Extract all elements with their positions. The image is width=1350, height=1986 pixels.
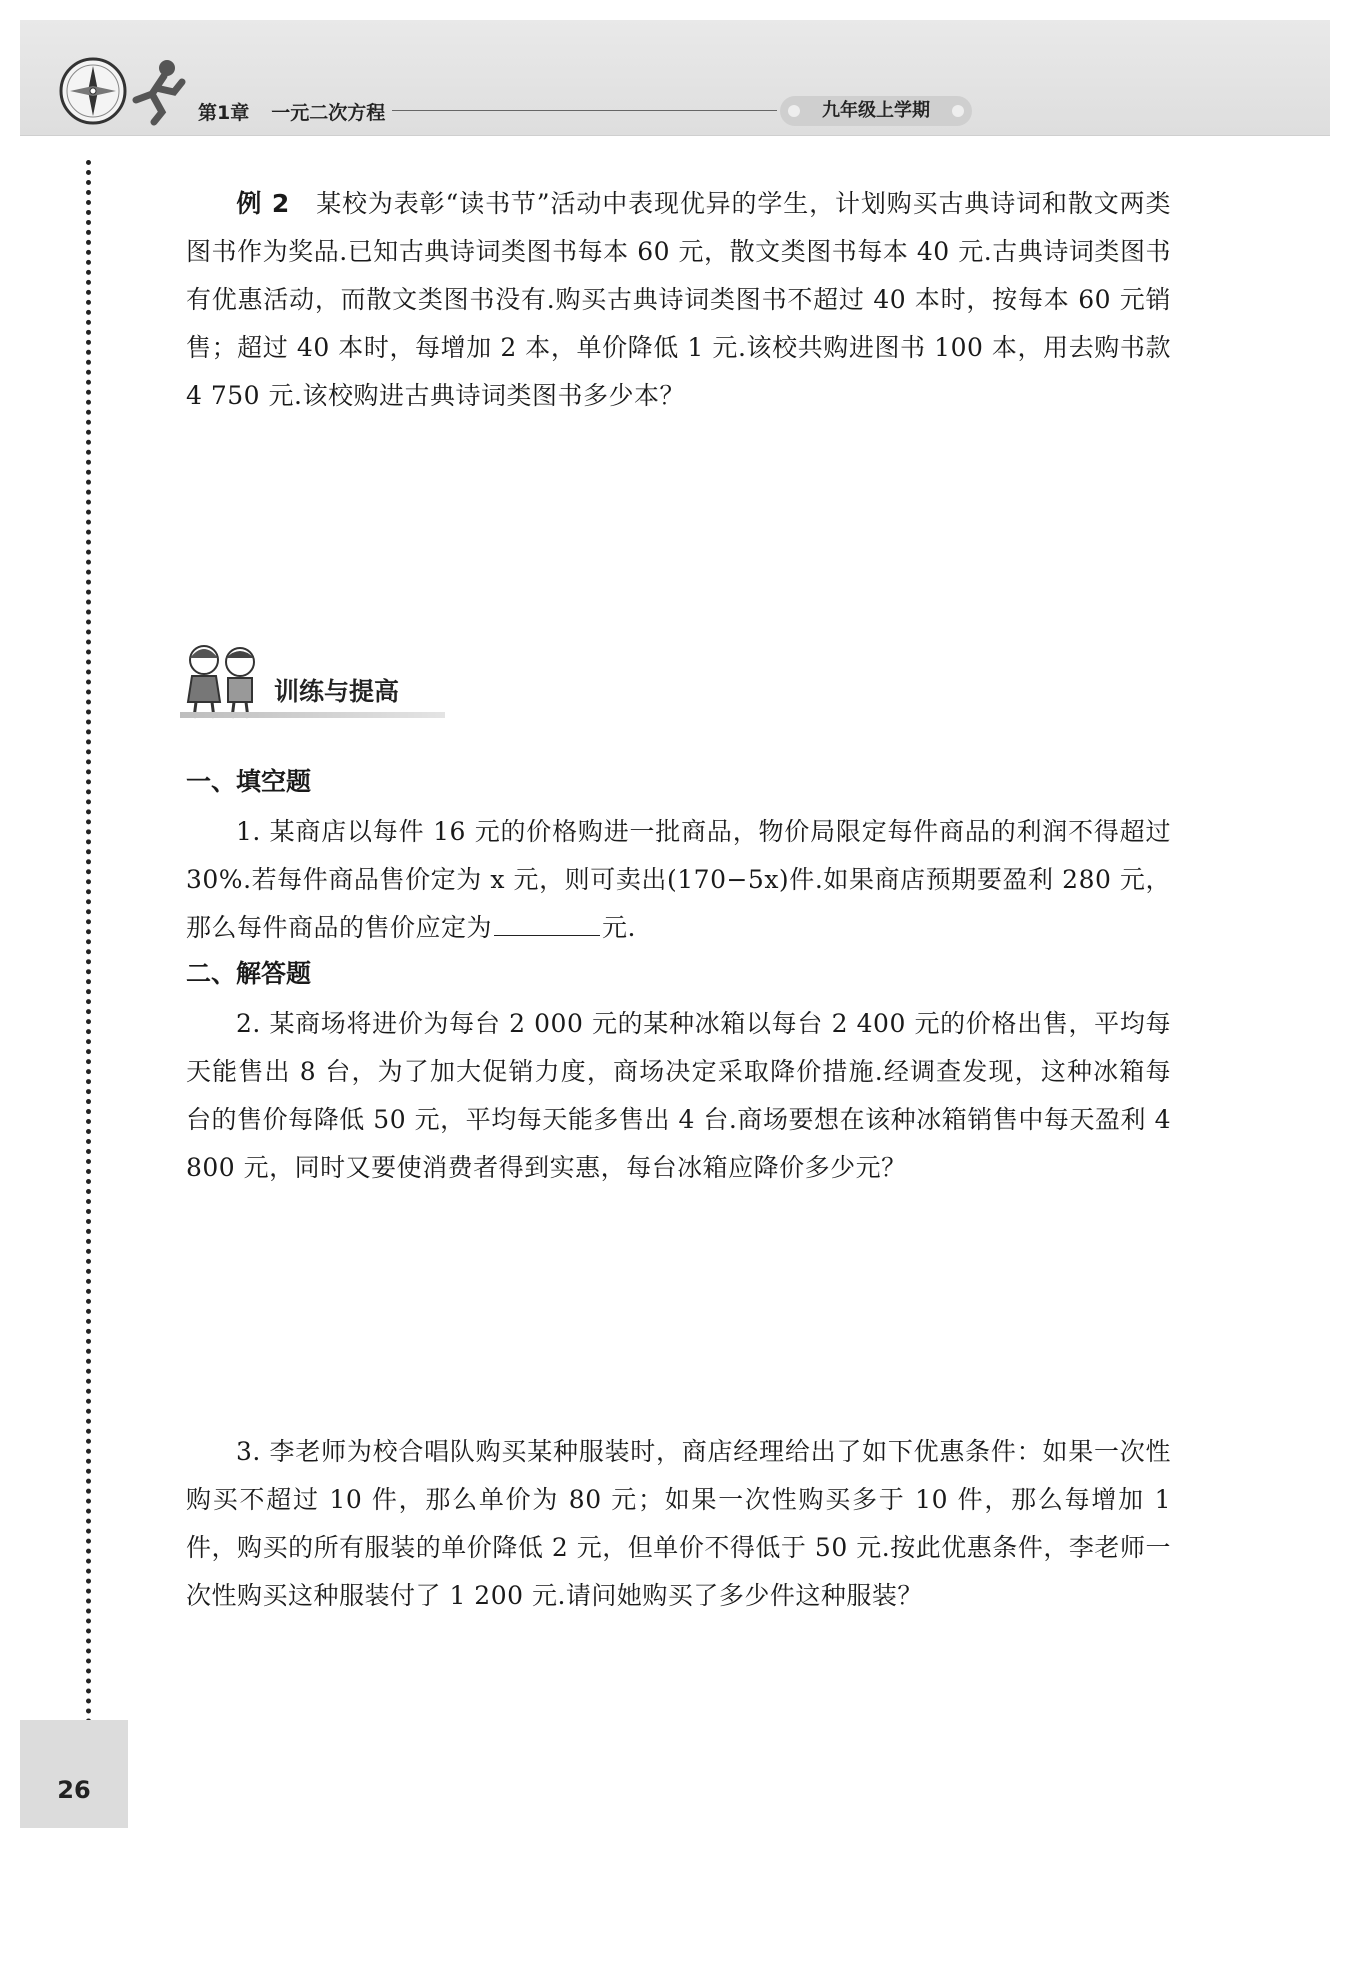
section-title: 训练与提高 bbox=[274, 677, 400, 706]
runner-figure-icon bbox=[122, 56, 192, 126]
grade-badge: 九年级上学期 bbox=[780, 96, 972, 126]
example-label: 例 2 bbox=[236, 189, 290, 218]
page-number-tab bbox=[20, 1720, 128, 1828]
page-number: 26 bbox=[57, 1776, 91, 1804]
header-chapter bbox=[198, 98, 385, 125]
q3-text: 3. 李老师为校合唱队购买某种服装时，商店经理给出了如下优惠条件：如果一次性购买不超过 10 件，那么单价为 80 元；如果一次性购买多于 10 件，那么每增加 1 件，购买的所有服装的单价降低 2 元，但单价不得低于 50 元.按此优惠条件，李老师一次性购买这种服装付了 1 200 元.请问她购买了多少件这种服装？ bbox=[186, 1437, 1171, 1610]
header-rule bbox=[392, 110, 777, 111]
example-text: 某校为表彰“读书节”活动中表现优异的学生，计划购买古典诗词和散文两类图书作为奖品.已知古典诗词类图书每本 60 元，散文类图书每本 40 元.古典诗词类图书有优惠活动，而散文类图书没有.购买古典诗词类图书不超过 40 本时，按每本 60 元销售；超过 40 本时，每增加 2 本，单价降低 1 元.该校共购进图书 100 本，用去购书款 4 750 元.该校购进古典诗词类图书多少本？ bbox=[186, 189, 1171, 410]
q1-text: 1. 某商店以每件 16 元的价格购进一批商品，物价局限定每件商品的利润不得超过 30%.若每件商品售价定为 x 元，则可卖出(170−5x)件.如果商店预期要盈利 280 元，那么每件商品的售价应定为 bbox=[186, 817, 1171, 942]
q2-text: 2. 某商场将进价为每台 2 000 元的某种冰箱以每台 2 400 元的价格出售，平均每天能售出 8 台，为了加大促销力度，商场决定采取降价措施.经调查发现，这种冰箱每台的售价每降低 50 元，平均每天能多售出 4 台.商场要想在该种冰箱销售中每天盈利 4 800 元，同时又要使消费者得到实惠，每台冰箱应降价多少元？ bbox=[186, 1009, 1171, 1182]
two-kids-icon bbox=[178, 640, 268, 722]
part1-heading: 一、填空题 bbox=[186, 767, 312, 796]
part2-heading: 二、解答题 bbox=[186, 959, 312, 988]
example-paragraph bbox=[186, 180, 1171, 420]
question-3 bbox=[186, 1428, 1171, 1620]
question-2 bbox=[186, 1000, 1171, 1192]
chapter-number: 第1章 bbox=[198, 102, 250, 124]
q1-unit: 元. bbox=[602, 913, 636, 942]
clock-compass-icon bbox=[58, 56, 128, 126]
chapter-title: 一元二次方程 bbox=[271, 102, 386, 124]
answer-blank[interactable] bbox=[494, 909, 600, 936]
margin-dotted-line bbox=[86, 160, 91, 1725]
question-1 bbox=[186, 808, 1171, 952]
section-rule bbox=[180, 712, 445, 718]
